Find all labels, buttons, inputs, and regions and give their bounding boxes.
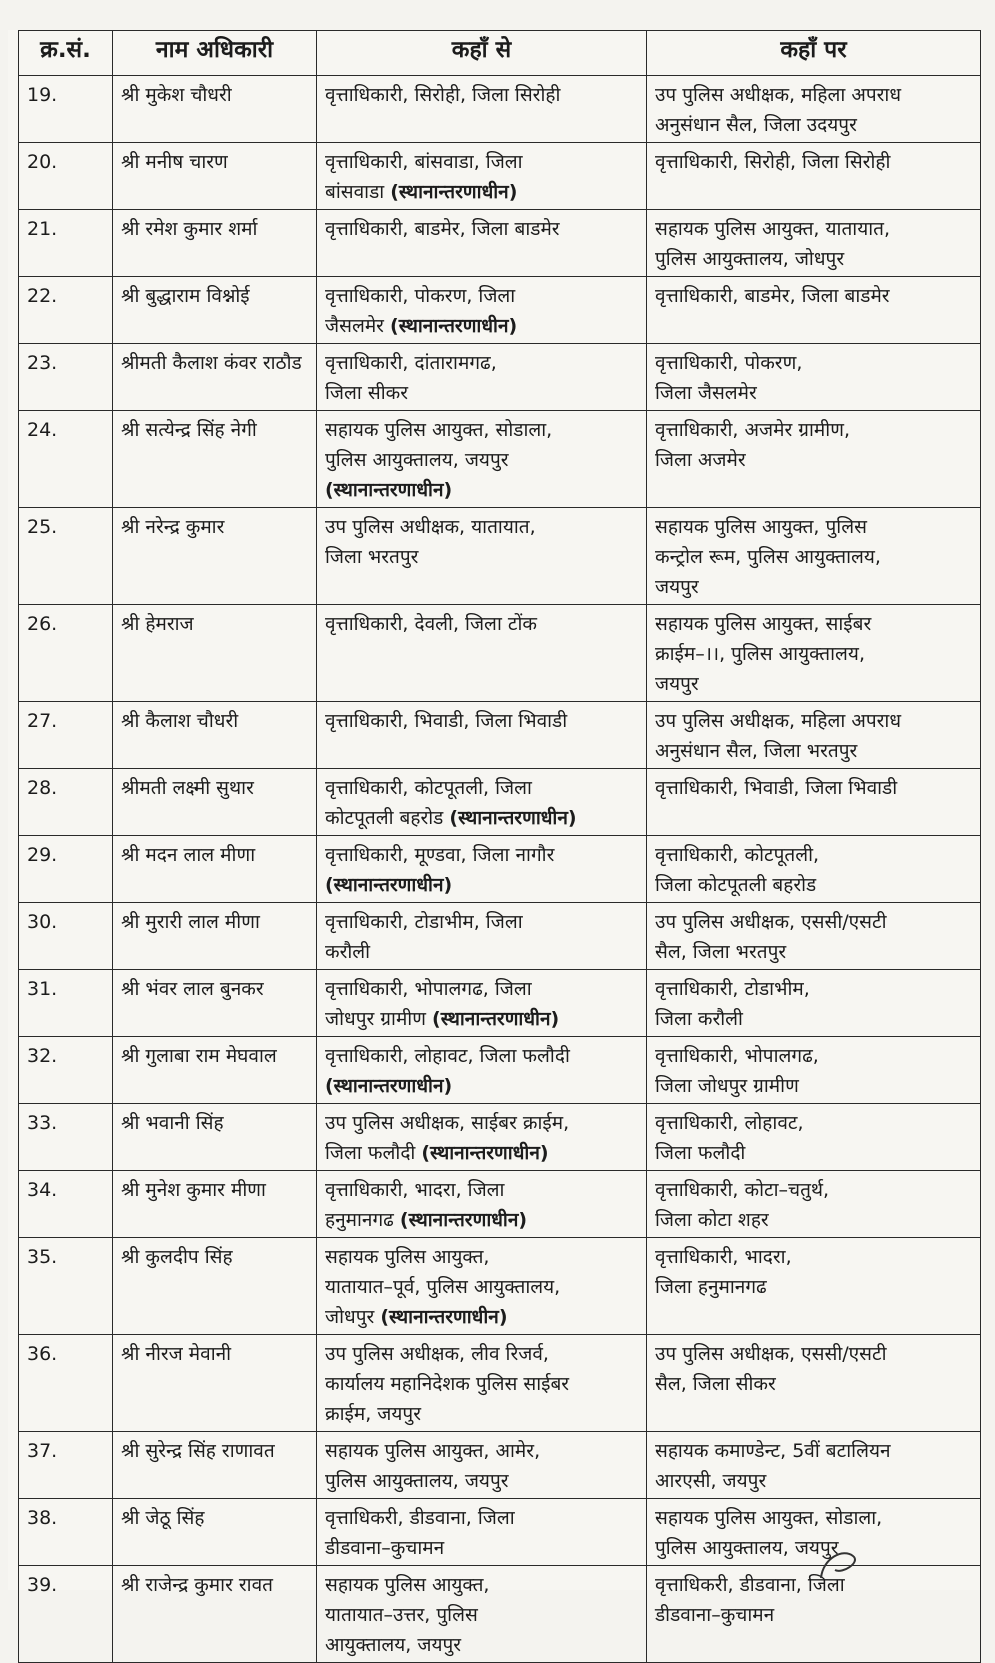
table-row [19,508,981,605]
from-line: पुलिस आयुक्तालय, जयपुर [325,449,509,471]
from-line: वृत्ताधिकारी, भिवाडी, जिला भिवाडी [325,710,568,732]
from-line: वृत्ताधिकारी, बाडमेर, जिला बाडमेर [325,218,560,240]
from-line: वृत्ताधिकारी, सिरोही, जिला सिरोही [325,84,561,106]
from-line: सहायक पुलिस आयुक्त, सोडाला, [325,419,553,441]
serial-number: 22. [19,277,113,344]
officer-name: श्री मदन लाल मीणा [113,836,317,903]
officer-name: श्री भवानी सिंह [113,1104,317,1171]
officer-name: श्री मुनेश कुमार मीणा [113,1171,317,1238]
from-line: यातायात–पूर्व, पुलिस आयुक्तालय, [325,1276,561,1298]
from-posting [317,143,647,210]
officer-name: श्री कुलदीप सिंह [113,1238,317,1335]
officer-name: श्रीमती लक्ष्मी सुथार [113,769,317,836]
to-line: वृत्ताधिकारी, सिरोही, जिला सिरोही [655,151,891,173]
from-posting [317,508,647,605]
to-posting [647,1432,981,1499]
from-line: जोधपुर [325,1306,375,1328]
to-posting [647,1037,981,1104]
to-line: वृत्ताधिकरी, डीडवाना, जिला [655,1574,845,1596]
from-posting [317,277,647,344]
from-line: वृत्ताधिकारी, भादरा, जिला [325,1179,505,1201]
serial-number: 38. [19,1499,113,1566]
to-line: उप पुलिस अधीक्षक, एससी/एसटी [655,911,887,933]
from-line: वृत्ताधिकारी, भोपालगढ, जिला [325,978,532,1000]
table-row [19,1335,981,1432]
to-line: जिला हनुमानगढ [655,1276,767,1298]
to-posting [647,411,981,508]
to-posting [647,769,981,836]
officer-name: श्री सत्येन्द्र सिंह नेगी [113,411,317,508]
header-from: कहाँ से [317,31,647,76]
from-posting [317,1238,647,1335]
table-row [19,277,981,344]
table-row [19,344,981,411]
to-line: सहायक पुलिस आयुक्त, यातायात, [655,218,891,240]
from-posting [317,1566,647,1663]
to-posting [647,210,981,277]
to-line: सहायक पुलिस आयुक्त, सोडाला, [655,1507,883,1529]
from-line: कोटपूतली बहरोड [325,807,444,829]
pending-transfer-note: (स्थानान्तरणाधीन) [449,807,577,829]
from-posting [317,970,647,1037]
to-posting [647,143,981,210]
from-line: आयुक्तालय, जयपुर [325,1634,462,1656]
pending-transfer-note: (स्थानान्तरणाधीन) [380,1306,508,1328]
from-posting [317,702,647,769]
to-posting [647,903,981,970]
to-line: उप पुलिस अधीक्षक, एससी/एसटी [655,1343,887,1365]
from-line: उप पुलिस अधीक्षक, यातायात, [325,516,536,538]
from-line: वृत्ताधिकारी, मूण्डवा, जिला नागौर [325,844,555,866]
to-line: पुलिस आयुक्तालय, जोधपुर [655,248,845,270]
from-line: वृत्ताधिकारी, कोटपूतली, जिला [325,777,532,799]
from-line: उप पुलिस अधीक्षक, साईबर क्राईम, [325,1112,570,1134]
from-posting [317,1104,647,1171]
serial-number: 23. [19,344,113,411]
from-posting [317,1432,647,1499]
to-line: वृत्ताधिकारी, भिवाडी, जिला भिवाडी [655,777,898,799]
to-line: वृत्ताधिकारी, बाडमेर, जिला बाडमेर [655,285,890,307]
serial-number: 30. [19,903,113,970]
to-posting [647,605,981,702]
to-line: जिला कोटपूतली बहरोड [655,874,817,896]
table-row [19,1432,981,1499]
from-posting [317,344,647,411]
from-posting [317,769,647,836]
to-line: जिला जोधपुर ग्रामीण [655,1075,799,1097]
table-row [19,702,981,769]
to-posting [647,1335,981,1432]
to-line: सैल, जिला सीकर [655,1373,776,1395]
from-line: उप पुलिस अधीक्षक, लीव रिजर्व, [325,1343,549,1365]
from-posting [317,411,647,508]
from-posting [317,836,647,903]
from-line: वृत्ताधिकारी, दांतारामगढ, [325,352,497,374]
to-line: आरएसी, जयपुर [655,1470,767,1492]
table-row [19,769,981,836]
officer-name: श्री नीरज मेवानी [113,1335,317,1432]
table-row [19,1037,981,1104]
to-line: अनुसंधान सैल, जिला उदयपुर [655,114,857,136]
from-line: वृत्ताधिकारी, लोहावट, जिला फलौदी [325,1045,570,1067]
from-line: जैसलमेर [325,315,384,337]
from-line: सहायक पुलिस आयुक्त, [325,1574,490,1596]
serial-number: 39. [19,1566,113,1663]
from-line: जिला फलौदी [325,1142,416,1164]
officer-name: श्री हेमराज [113,605,317,702]
to-line: जिला कोटा शहर [655,1209,769,1231]
to-line: उप पुलिस अधीक्षक, महिला अपराध [655,710,902,732]
to-posting [647,702,981,769]
table-row [19,1104,981,1171]
to-posting [647,344,981,411]
table-row [19,903,981,970]
to-posting [647,1238,981,1335]
table-row [19,143,981,210]
pending-transfer-note: (स्थानान्तरणाधीन) [325,479,453,501]
serial-number: 27. [19,702,113,769]
serial-number: 26. [19,605,113,702]
serial-number: 25. [19,508,113,605]
officer-name: श्री राजेन्द्र कुमार रावत [113,1566,317,1663]
pending-transfer-note: (स्थानान्तरणाधीन) [421,1142,549,1164]
serial-number: 20. [19,143,113,210]
header-to: कहाँ पर [647,31,981,76]
officer-name: श्री बुद्धाराम विश्नोई [113,277,317,344]
from-posting [317,210,647,277]
from-line: करौली [325,941,371,963]
serial-number: 37. [19,1432,113,1499]
table-row [19,1238,981,1335]
serial-number: 36. [19,1335,113,1432]
from-line: हनुमानगढ [325,1209,394,1231]
table-row [19,210,981,277]
from-line: वृत्ताधिकारी, बांसवाडा, जिला [325,151,523,173]
to-posting [647,1104,981,1171]
to-posting [647,76,981,143]
officer-name: श्री नरेन्द्र कुमार [113,508,317,605]
from-posting [317,1499,647,1566]
from-line: सहायक पुलिस आयुक्त, [325,1246,490,1268]
from-line: बांसवाडा [325,181,385,203]
header-serial-number: क्र.सं. [19,31,113,76]
to-line: वृत्ताधिकारी, पोकरण, [655,352,803,374]
table-row [19,76,981,143]
from-posting [317,1171,647,1238]
from-posting [317,605,647,702]
table-row [19,1171,981,1238]
from-line: डीडवाना–कुचामन [325,1537,445,1559]
transfer-table [18,30,981,1663]
to-line: वृत्ताधिकारी, भादरा, [655,1246,792,1268]
table-row [19,836,981,903]
pending-transfer-note: (स्थानान्तरणाधीन) [390,181,518,203]
from-line: वृत्ताधिकारी, पोकरण, जिला [325,285,516,307]
to-line: जयपुर [655,576,699,598]
from-line: सहायक पुलिस आयुक्त, आमेर, [325,1440,541,1462]
from-line: क्राईम, जयपुर [325,1403,421,1425]
pending-transfer-note: (स्थानान्तरणाधीन) [399,1209,528,1231]
from-line: कार्यालय महानिदेशक पुलिस साईबर [325,1373,570,1395]
serial-number: 35. [19,1238,113,1335]
to-line: उप पुलिस अधीक्षक, महिला अपराध [655,84,902,106]
from-line: पुलिस आयुक्तालय, जयपुर [325,1470,509,1492]
to-line: वृत्ताधिकारी, कोटा–चतुर्थ, [655,1179,830,1201]
to-line: वृत्ताधिकारी, कोटपूतली, [655,844,820,866]
to-posting [647,836,981,903]
officer-name: श्री जेठू सिंह [113,1499,317,1566]
from-posting [317,903,647,970]
header-officer-name: नाम अधिकारी [113,31,317,76]
pending-transfer-note: (स्थानान्तरणाधीन) [390,315,518,337]
from-line: जोधपुर ग्रामीण [325,1008,426,1030]
from-line: वृत्ताधिकारी, टोडाभीम, जिला [325,911,523,933]
to-line: क्राईम–।।, पुलिस आयुक्तालय, [655,643,865,665]
officer-name: श्री भंवर लाल बुनकर [113,970,317,1037]
from-line: वृत्ताधिकरी, डीडवाना, जिला [325,1507,515,1529]
to-line: सहायक कमाण्डेन्ट, 5वीं बटालियन [655,1440,891,1462]
to-line: कन्ट्रोल रूम, पुलिस आयुक्तालय, [655,546,881,568]
table-row [19,970,981,1037]
pending-transfer-note: (स्थानान्तरणाधीन) [325,874,453,896]
to-line: अनुसंधान सैल, जिला भरतपुर [655,740,858,762]
to-posting [647,1171,981,1238]
from-posting [317,76,647,143]
to-line: वृत्ताधिकारी, लोहावट, [655,1112,804,1134]
officer-name: श्री मुकेश चौधरी [113,76,317,143]
from-line: जिला सीकर [325,382,408,404]
to-line: सैल, जिला भरतपुर [655,941,787,963]
pending-transfer-note: (स्थानान्तरणाधीन) [325,1075,453,1097]
from-line: यातायात–उत्तर, पुलिस [325,1604,478,1626]
to-line: जिला अजमेर [655,449,746,471]
officer-name: श्री मनीष चारण [113,143,317,210]
to-line: वृत्ताधिकारी, भोपालगढ, [655,1045,819,1067]
officer-name: श्री मुरारी लाल मीणा [113,903,317,970]
serial-number: 31. [19,970,113,1037]
to-line: जिला करौली [655,1008,743,1030]
from-line: वृत्ताधिकारी, देवली, जिला टोंक [325,613,537,635]
serial-number: 19. [19,76,113,143]
to-posting [647,970,981,1037]
to-line: डीडवाना–कुचामन [655,1604,775,1626]
to-line: वृत्ताधिकारी, टोडाभीम, [655,978,810,1000]
from-posting [317,1037,647,1104]
document-page [8,30,983,1656]
to-line: पुलिस आयुक्तालय, जयपुर [655,1537,839,1559]
officer-name: श्री कैलाश चौधरी [113,702,317,769]
officer-name: श्री रमेश कुमार शर्मा [113,210,317,277]
serial-number: 33. [19,1104,113,1171]
to-line: वृत्ताधिकारी, अजमेर ग्रामीण, [655,419,850,441]
officer-name: श्रीमती कैलाश कंवर राठौड [113,344,317,411]
table-row [19,411,981,508]
from-line: जिला भरतपुर [325,546,419,568]
serial-number: 32. [19,1037,113,1104]
officer-name: श्री गुलाबा राम मेघवाल [113,1037,317,1104]
to-line: जिला फलौदी [655,1142,746,1164]
serial-number: 21. [19,210,113,277]
to-posting [647,277,981,344]
table-header-row [19,31,981,76]
to-line: जयपुर [655,673,699,695]
serial-number: 24. [19,411,113,508]
serial-number: 29. [19,836,113,903]
officer-name: श्री सुरेन्द्र सिंह राणावत [113,1432,317,1499]
serial-number: 28. [19,769,113,836]
pending-transfer-note: (स्थानान्तरणाधीन) [432,1008,560,1030]
serial-number: 34. [19,1171,113,1238]
signature-mark [813,1544,873,1584]
table-row [19,605,981,702]
from-posting [317,1335,647,1432]
to-line: सहायक पुलिस आयुक्त, पुलिस [655,516,867,538]
to-line: जिला जैसलमेर [655,382,757,404]
to-line: सहायक पुलिस आयुक्त, साईबर [655,613,872,635]
table-body [19,76,981,1663]
to-posting [647,508,981,605]
